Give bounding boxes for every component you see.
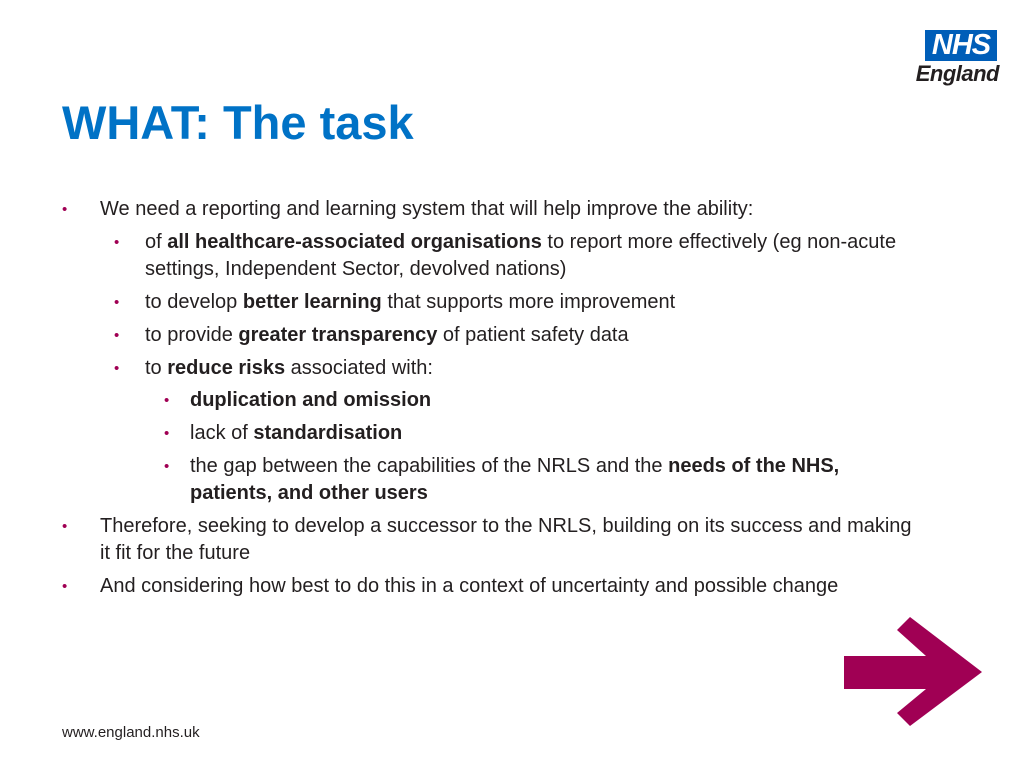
sub-sub-bullet-item [164,387,904,414]
sub-bullet-item [114,322,904,349]
bullet-marker: • [114,234,120,251]
bullet-marker: • [114,294,120,311]
bullet-marker: • [62,201,68,218]
bullet-marker: • [62,578,68,595]
sub-bullet-item [114,289,904,316]
bullet-marker: • [164,392,170,409]
nhs-logo-mark: NHS [925,30,997,61]
bullet-text: Therefore, seeking to develop a successor to the NRLS, building on its success and making it fit for the future [100,515,912,564]
sub-sub-bullet-text: duplication and omission [190,389,432,411]
sub-sub-bullet-item [164,453,884,507]
sub-bullet-text: to provide greater transparency of patient safety data [145,324,629,346]
bullet-item [62,513,912,567]
nhs-logo-org: England [915,61,999,86]
bullet-item [62,196,862,223]
slide-title: WHAT: The task [62,96,414,149]
sub-bullet-text: to develop better learning that supports more improvement [145,291,676,313]
sub-bullet-text: of all healthcare-associated organisations to report more effectively (eg non-acute settings, Independent Sector, devolved nations) [145,231,897,280]
bullet-text: We need a reporting and learning system that will help improve the ability: [100,198,754,220]
sub-sub-bullet-text: the gap between the capabilities of the NRLS and the needs of the NHS, patients, and other users [190,455,840,504]
bullet-marker: • [114,327,120,344]
nhs-england-logo [903,30,999,86]
bullet-marker: • [164,458,170,475]
bullet-marker: • [164,425,170,442]
sub-bullet-item [114,355,904,382]
sub-bullet-item [114,229,904,283]
sub-sub-bullet-text: lack of standardisation [190,422,403,444]
right-arrow-icon [844,617,982,726]
bullet-marker: • [114,360,120,377]
bullet-marker: • [62,518,68,535]
sub-bullet-text: to reduce risks associated with: [145,357,433,379]
sub-sub-bullet-item [164,420,904,447]
footer-url: www.england.nhs.uk [62,724,200,741]
bullet-text: And considering how best to do this in a context of uncertainty and possible change [100,575,839,597]
bullet-item [62,573,912,600]
